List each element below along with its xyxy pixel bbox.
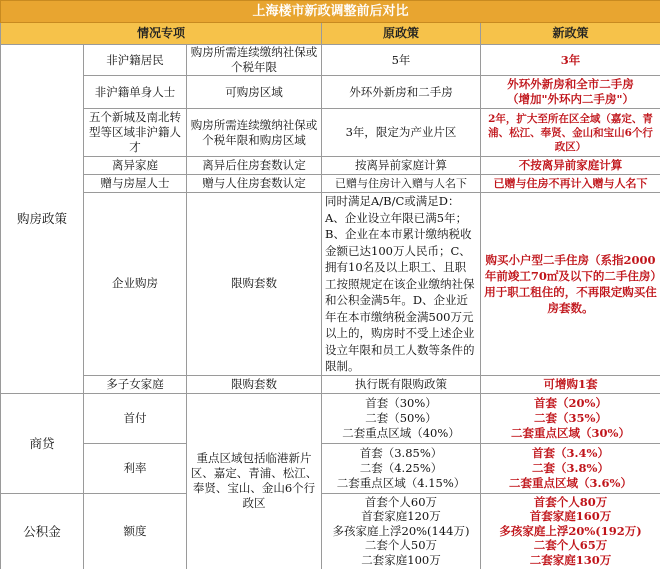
new-policy-line: 首套（20%） [534,395,607,410]
row-new-policy [481,76,660,109]
row-item: 利率 [84,443,187,493]
old-policy-line: 二套家庭100万 [361,552,441,567]
new-policy-line: 二套（3.8%） [532,460,609,475]
old-policy-line: 多孩家庭上浮20%(144万) [332,523,470,538]
row-condition: 可购房区域 [187,76,322,109]
row-new-policy [481,443,660,493]
row-item: 企业购房 [84,193,187,376]
row-old-policy [322,393,481,443]
row-item: 赠与房屋人士 [84,175,187,193]
row-item: 非沪籍单身人士 [84,76,187,109]
row-new-policy: 3年 [481,45,660,76]
old-policy-line: 首套（30%） [365,395,437,410]
new-policy-line: 二套重点区域（30%） [511,425,630,440]
row-condition: 购房所需连续缴纳社保或个税年限和购房区域 [187,109,322,157]
row-condition: 限购套数 [187,193,322,376]
row-condition: 购房所需连续缴纳社保或个税年限 [187,45,322,76]
row-new-policy: 2年，扩大至所在区全域（嘉定、青浦、松江、奉贤、金山和宝山6个行政区） [481,109,660,157]
table-title: 上海楼市新政调整前后对比 [1,1,660,23]
row-new-policy [481,393,660,443]
old-policy-line: 首套（3.85%） [359,445,443,460]
row-old-policy: 按离异前家庭计算 [322,157,481,175]
loan-merged-condition: 重点区域包括临港新片区、嘉定、青浦、松江、奉贤、宝山、金山6个行政区 [187,393,322,569]
section-commercial-loan: 商贷 [1,393,84,493]
old-policy-line: 首套家庭120万 [361,509,441,524]
new-policy-line: 首套个人80万 [533,494,608,509]
new-policy-line: 首套（3.4%） [532,445,609,460]
row-item: 离异家庭 [84,157,187,175]
row-old-policy [322,493,481,569]
new-policy-line: 二套（35%） [534,410,607,425]
row-new-policy: 购买小户型二手住房（系指2000年前竣工70㎡及以下的二手住房）用于职工租住的，不再限定购买住房套数。 [481,193,660,376]
section-provident-fund: 公积金 [1,493,84,569]
header-new-policy: 新政策 [481,23,660,45]
old-policy-line: 二套（4.25%） [359,460,443,475]
row-old-policy: 同时满足A/B/C或满足D：A、企业设立年限已满5年；B、企业在本市累计缴纳税收金额已达100万人民币；C、拥有10名及以上职工、且职工按照规定在该企业缴纳社保和公积金满5年。D、企业近年在本市缴纳税金满500万元以上的，购房时不受上述企业设立年限和员工人数等条件的限制。 [322,193,481,376]
row-new-policy: 不按离异前家庭计算 [481,157,660,175]
old-policy-line: 二套个人50万 [364,538,438,553]
row-old-policy: 外环外新房和二手房 [322,76,481,109]
new-policy-line: 二套个人65万 [533,538,608,553]
header-situation: 情况专项 [1,23,322,45]
new-policy-line: 外环外新房和全市二手房 [507,77,634,91]
old-policy-line: 首套个人60万 [364,494,438,509]
new-policy-line: 二套重点区域（3.6%） [509,475,632,490]
row-item: 多子女家庭 [84,375,187,393]
row-new-policy: 已赠与住房不再计入赠与人名下 [481,175,660,193]
row-item: 首付 [84,393,187,443]
new-policy-line: （增加"外环内二手房"） [507,92,635,106]
row-old-policy: 3年，限定为产业片区 [322,109,481,157]
new-policy-line: 多孩家庭上浮20%(192万) [499,523,642,538]
row-old-policy: 5年 [322,45,481,76]
row-item: 五个新城及南北转型等区域非沪籍人才 [84,109,187,157]
row-old-policy [322,443,481,493]
row-new-policy: 可增购1套 [481,375,660,393]
old-policy-line: 二套（50%） [365,410,437,425]
row-old-policy: 执行既有限购政策 [322,375,481,393]
old-policy-line: 二套重点区域（40%） [342,425,460,440]
old-policy-line: 二套重点区域（4.15%） [336,475,466,490]
row-item: 非沪籍居民 [84,45,187,76]
row-old-policy: 已赠与住房计入赠与人名下 [322,175,481,193]
section-purchase: 购房政策 [1,45,84,394]
header-old-policy: 原政策 [322,23,481,45]
row-item: 额度 [84,493,187,569]
row-new-policy [481,493,660,569]
new-policy-line: 首套家庭160万 [529,509,612,524]
row-condition: 离异后住房套数认定 [187,157,322,175]
new-policy-line: 二套家庭130万 [529,552,612,567]
row-condition: 限购套数 [187,375,322,393]
row-condition: 赠与人住房套数认定 [187,175,322,193]
